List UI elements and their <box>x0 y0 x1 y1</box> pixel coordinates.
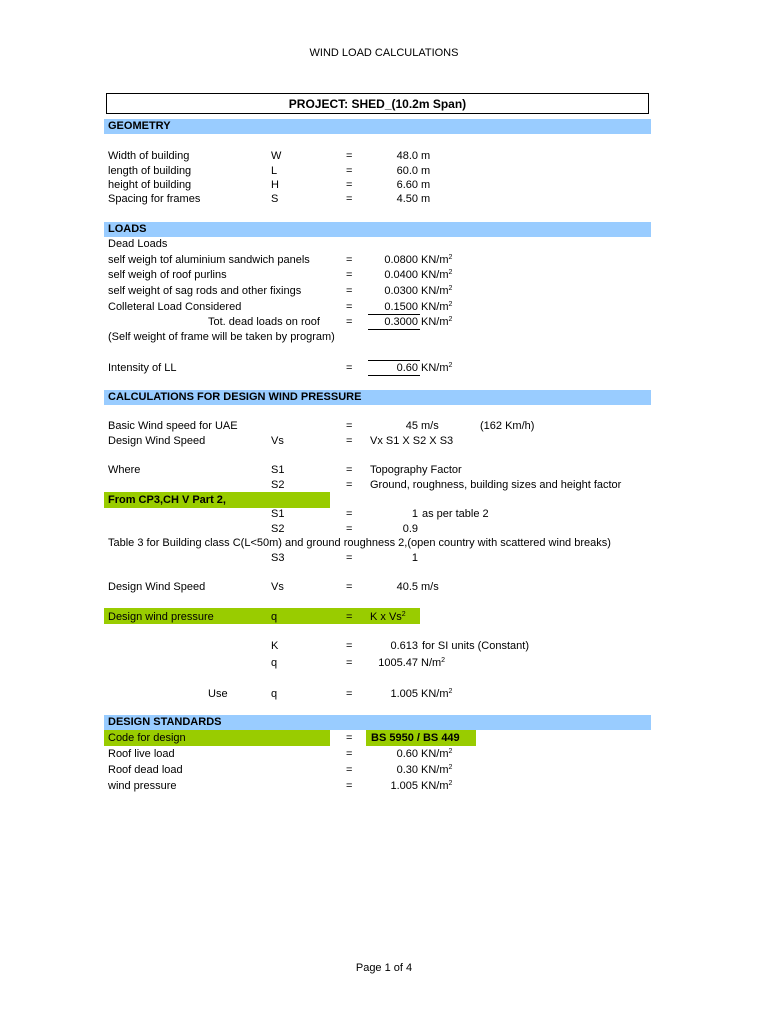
row-label: self weigh of roof purlins <box>108 269 227 281</box>
row-value: 1.005 <box>390 780 418 792</box>
row-label: Spacing for frames <box>108 193 201 205</box>
row-formula: Vx S1 X S2 X S3 <box>370 435 454 447</box>
row-symbol: W <box>271 150 282 162</box>
row-unit: m <box>421 179 431 191</box>
row-label: Width of building <box>108 150 190 162</box>
row-value: 1005.47 <box>378 657 418 669</box>
row-value: 4.50 <box>396 193 418 205</box>
row-value: 40.5 <box>396 581 418 593</box>
row-value: BS 5950 / BS 449 <box>371 732 460 744</box>
equals-sign: = <box>346 150 353 162</box>
row-value: 0.0300 <box>384 285 418 297</box>
equals-sign: = <box>346 640 353 652</box>
s2-symbol: S2 <box>271 479 285 491</box>
row-value: 0.9 <box>402 523 418 535</box>
equals-sign: = <box>346 780 353 792</box>
equals-sign: = <box>346 435 353 447</box>
row-value: 45 <box>405 420 418 432</box>
project-title-box: PROJECT: SHED_(10.2m Span) <box>106 93 649 114</box>
row-unit: $KN/m^2$ <box>421 316 453 328</box>
document-title: WIND LOAD CALCULATIONS <box>309 47 459 59</box>
row-unit: $KN/m^2$ <box>421 688 453 700</box>
where-label: Where <box>108 464 141 476</box>
row-symbol: q <box>271 611 278 623</box>
row-label: self weigh tof aluminium sandwich panels <box>108 254 310 266</box>
row-unit: $KN/m^2$ <box>421 269 453 281</box>
page-number: Page 1 of 4 <box>355 962 413 974</box>
row-symbol: S1 <box>271 508 285 520</box>
row-unit: $KN/m^2$ <box>421 362 453 374</box>
row-unit: m <box>421 193 431 205</box>
row-value: 0.1500 <box>384 301 418 313</box>
row-value: 0.0400 <box>384 269 418 281</box>
table3-note: Table 3 for Building class C(L<50m) and ground roughness 2,(open country with scattered wind breaks) <box>108 537 611 549</box>
row-unit: $KN/m^2$ <box>421 780 453 792</box>
equals-sign: = <box>346 165 353 177</box>
row-unit: m <box>421 150 431 162</box>
row-symbol: K <box>271 640 279 652</box>
row-label: wind pressure <box>108 780 177 792</box>
row-symbol: q <box>271 688 278 700</box>
equals-sign: = <box>346 362 353 374</box>
row-label: self weight of sag rods and other fixings <box>108 285 302 297</box>
row-symbol: Vs <box>271 435 284 447</box>
row-value: 60.0 <box>396 165 418 177</box>
s1-symbol: S1 <box>271 464 285 476</box>
row-value: 1 <box>411 552 418 564</box>
equals-sign: = <box>346 508 353 520</box>
s1-description: Topography Factor <box>370 464 462 476</box>
geometry-header: GEOMETRY <box>108 120 171 132</box>
ll-underline <box>368 375 420 376</box>
equals-sign: = <box>346 269 353 281</box>
equals-sign: = <box>346 764 353 776</box>
cp3-reference: From CP3,CH V Part 2, <box>108 494 226 506</box>
row-label: height of building <box>108 179 192 191</box>
equals-sign: = <box>346 179 353 191</box>
row-value: 1 <box>411 508 418 520</box>
row-value: 0.613 <box>390 640 418 652</box>
row-value: 1.005 <box>390 688 418 700</box>
equals-sign: = <box>346 611 353 623</box>
equals-sign: = <box>346 464 353 476</box>
row-symbol: L <box>271 165 278 177</box>
dead-loads-subheading: Dead Loads <box>108 238 168 250</box>
row-unit: $KN/m^2$ <box>421 285 453 297</box>
equals-sign: = <box>346 479 353 491</box>
row-label: Tot. dead loads on roof <box>208 316 320 328</box>
row-label: length of building <box>108 165 192 177</box>
equals-sign: = <box>346 316 353 328</box>
equals-sign: = <box>346 581 353 593</box>
ll-overline <box>368 360 420 361</box>
row-note: for SI units (Constant) <box>422 640 529 652</box>
row-value: 0.0800 <box>384 254 418 266</box>
row-note: as per table 2 <box>422 508 489 520</box>
subtotal-underline <box>368 314 420 315</box>
row-value: 0.60 <box>396 748 418 760</box>
row-label: Intensity of LL <box>108 362 177 374</box>
row-label: Basic Wind speed for UAE <box>108 420 238 432</box>
row-symbol: q <box>271 657 278 669</box>
equals-sign: = <box>346 552 353 564</box>
row-label: Code for design <box>108 732 186 744</box>
row-label: Use <box>208 688 228 700</box>
equals-sign: = <box>346 420 353 432</box>
equals-sign: = <box>346 301 353 313</box>
row-formula: K x Vs$^2$ <box>370 611 406 623</box>
frame-weight-note: (Self weight of frame will be taken by program) <box>108 331 335 343</box>
row-value: 0.3000 <box>384 316 418 328</box>
equals-sign: = <box>346 254 353 266</box>
row-symbol: S <box>271 193 279 205</box>
kmh-note: (162 Km/h) <box>480 420 535 432</box>
row-value: 6.60 <box>396 179 418 191</box>
equals-sign: = <box>346 748 353 760</box>
loads-header: LOADS <box>108 223 147 235</box>
row-symbol: Vs <box>271 581 284 593</box>
row-symbol: S2 <box>271 523 285 535</box>
total-underline <box>368 329 420 330</box>
row-label: Roof live load <box>108 748 175 760</box>
equals-sign: = <box>346 285 353 297</box>
row-label: Design Wind Speed <box>108 581 206 593</box>
s2-description: Ground, roughness, building sizes and height factor <box>370 479 622 491</box>
row-value: 48.0 <box>396 150 418 162</box>
row-unit: $KN/m^2$ <box>421 301 453 313</box>
row-label: Roof dead load <box>108 764 183 776</box>
row-symbol: S3 <box>271 552 285 564</box>
calc-header: CALCULATIONS FOR DESIGN WIND PRESSURE <box>108 391 362 403</box>
row-label: Colleteral Load Considered <box>108 301 242 313</box>
row-unit: $KN/m^2$ <box>421 748 453 760</box>
row-label: Design wind pressure <box>108 611 214 623</box>
loads-section-band <box>104 222 651 237</box>
equals-sign: = <box>346 732 353 744</box>
row-value: 0.60 <box>396 362 418 374</box>
row-unit: $KN/m^2$ <box>421 254 453 266</box>
row-unit: $KN/m^2$ <box>421 764 453 776</box>
row-unit: $N/m^2$ <box>421 657 446 669</box>
equals-sign: = <box>346 523 353 535</box>
row-unit: m <box>421 165 431 177</box>
row-value: 0.30 <box>396 764 418 776</box>
equals-sign: = <box>346 193 353 205</box>
standards-header: DESIGN STANDARDS <box>108 716 222 728</box>
geometry-section-band <box>104 119 651 134</box>
row-label: Design Wind Speed <box>108 435 206 447</box>
row-unit: m/s <box>421 420 439 432</box>
row-unit: m/s <box>421 581 439 593</box>
equals-sign: = <box>346 657 353 669</box>
row-symbol: H <box>271 179 279 191</box>
equals-sign: = <box>346 688 353 700</box>
